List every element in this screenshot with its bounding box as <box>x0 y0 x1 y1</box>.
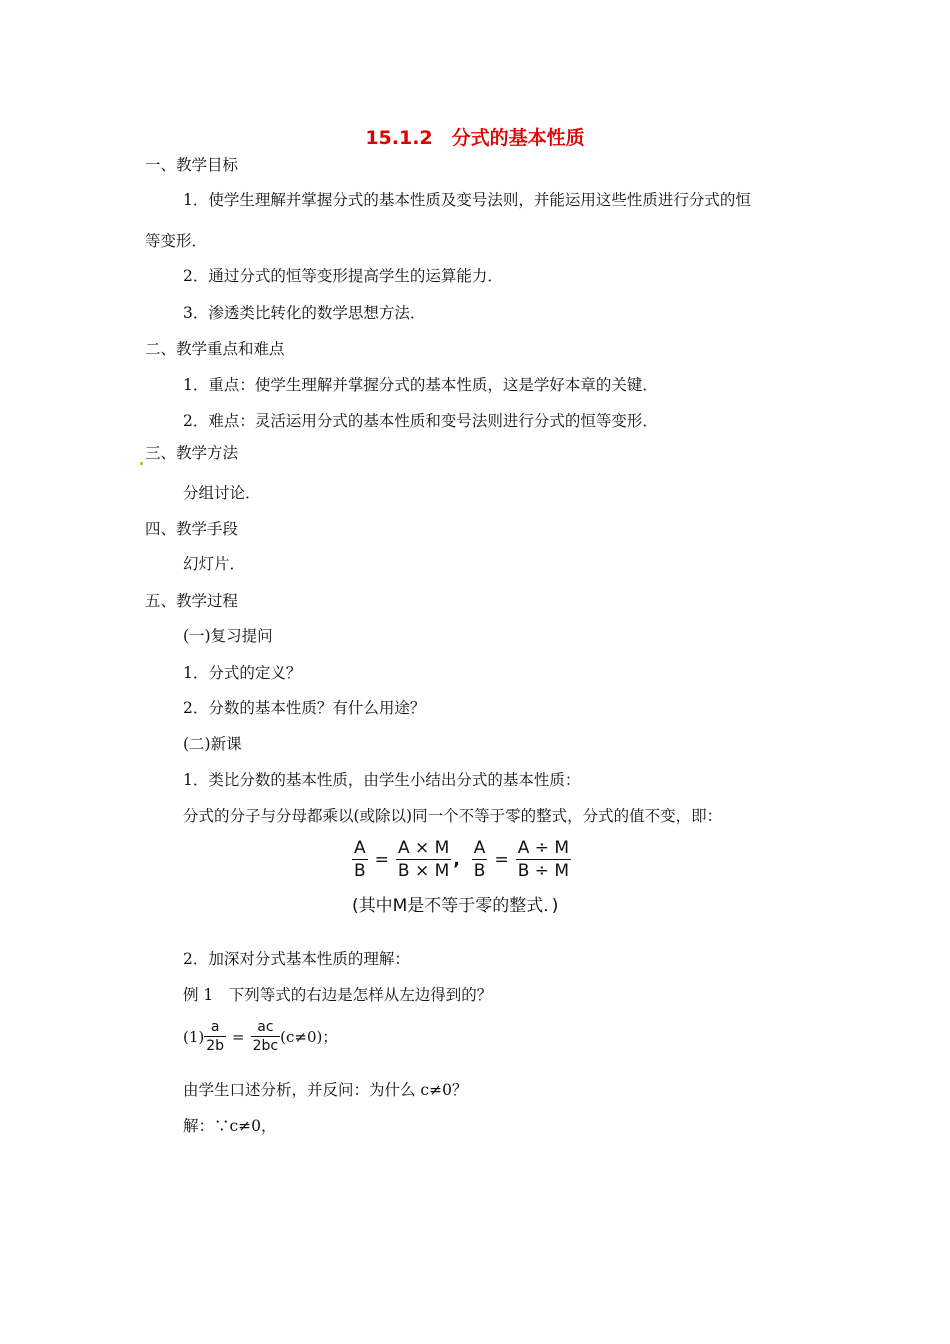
fraction-a-over-b <box>472 838 488 881</box>
key-point-2: 2．难点：灵活运用分式的基本性质和变号法则进行分式的恒等变形． <box>183 412 658 430</box>
new-lesson-item-1: 1．类比分数的基本性质，由学生小结出分式的基本性质： <box>183 771 581 789</box>
new-lesson-heading: (二)新课 <box>183 735 242 753</box>
denominator: B <box>473 861 486 881</box>
fraction-multiplied <box>396 838 451 881</box>
semicolon: ； <box>322 1028 338 1046</box>
example-1-equation <box>183 1019 337 1054</box>
fraction-lhs <box>204 1019 226 1054</box>
denominator: 2b <box>206 1038 225 1054</box>
review-question-2: 2．分数的基本性质？有什么用途？ <box>183 699 426 717</box>
goal-2: 2．通过分式的恒等变形提高学生的运算能力． <box>183 267 503 285</box>
condition: (c≠0) <box>280 1027 323 1046</box>
property-statement: 分式的分子与分母都乘以(或除以)同一个不等于零的整式，分式的值不变，即： <box>183 807 723 825</box>
goal-1-line-1: 1．使学生理解并掌握分式的基本性质及变号法则，并能运用这些性质进行分式的恒 <box>183 191 751 209</box>
numerator: ac <box>257 1019 274 1035</box>
fraction-property-formula <box>352 838 571 881</box>
equals-sign: = <box>494 849 509 870</box>
section-heading-goals: 一、教学目标 <box>145 156 239 174</box>
denominator: B ÷ M <box>517 861 570 881</box>
equation-label: (1) <box>183 1027 205 1046</box>
formula-note: (其中M是不等于零的整式．) <box>352 896 559 916</box>
equals-sign: = <box>374 849 389 870</box>
review-heading: (一)复习提问 <box>183 627 273 645</box>
goal-3: 3．渗透类比转化的数学思想方法． <box>183 304 426 322</box>
denominator: B <box>354 861 366 881</box>
solution-text: 解：∵c≠0， <box>183 1117 277 1135</box>
means-text: 幻灯片． <box>183 555 246 573</box>
new-lesson-item-2: 2．加深对分式基本性质的理解： <box>183 950 410 968</box>
fraction-rhs <box>251 1019 281 1054</box>
key-point-1: 1．重点：使学生理解并掌握分式的基本性质，这是学好本章的关键． <box>183 376 658 394</box>
comma: , <box>453 849 460 870</box>
numerator: A × M <box>397 838 450 858</box>
numerator: a <box>210 1019 220 1035</box>
section-heading-method: 三、教学方法 <box>145 444 239 462</box>
section-heading-process: 五、教学过程 <box>145 592 239 610</box>
page-title: 15.1.2 分式的基本性质 <box>365 127 585 149</box>
example-1-prompt: 例 1 下列等式的右边是怎样从左边得到的？ <box>183 986 493 1004</box>
equals-sign: = <box>232 1027 245 1046</box>
margin-mark <box>140 451 143 469</box>
fraction-divided <box>516 838 571 881</box>
numerator: A ÷ M <box>517 838 570 858</box>
review-question-1: 1．分式的定义？ <box>183 664 302 682</box>
section-heading-means: 四、教学手段 <box>145 520 239 538</box>
analysis-text: 由学生口述分析，并反问：为什么 c≠0？ <box>183 1081 468 1099</box>
numerator: A <box>473 838 486 858</box>
denominator: 2bc <box>252 1038 279 1054</box>
denominator: B × M <box>397 861 450 881</box>
goal-1-line-2: 等变形． <box>145 232 208 250</box>
fraction-a-over-b <box>352 838 368 881</box>
section-heading-key-points: 二、教学重点和难点 <box>145 340 285 358</box>
method-text: 分组讨论． <box>183 484 261 502</box>
numerator: A <box>354 838 366 858</box>
